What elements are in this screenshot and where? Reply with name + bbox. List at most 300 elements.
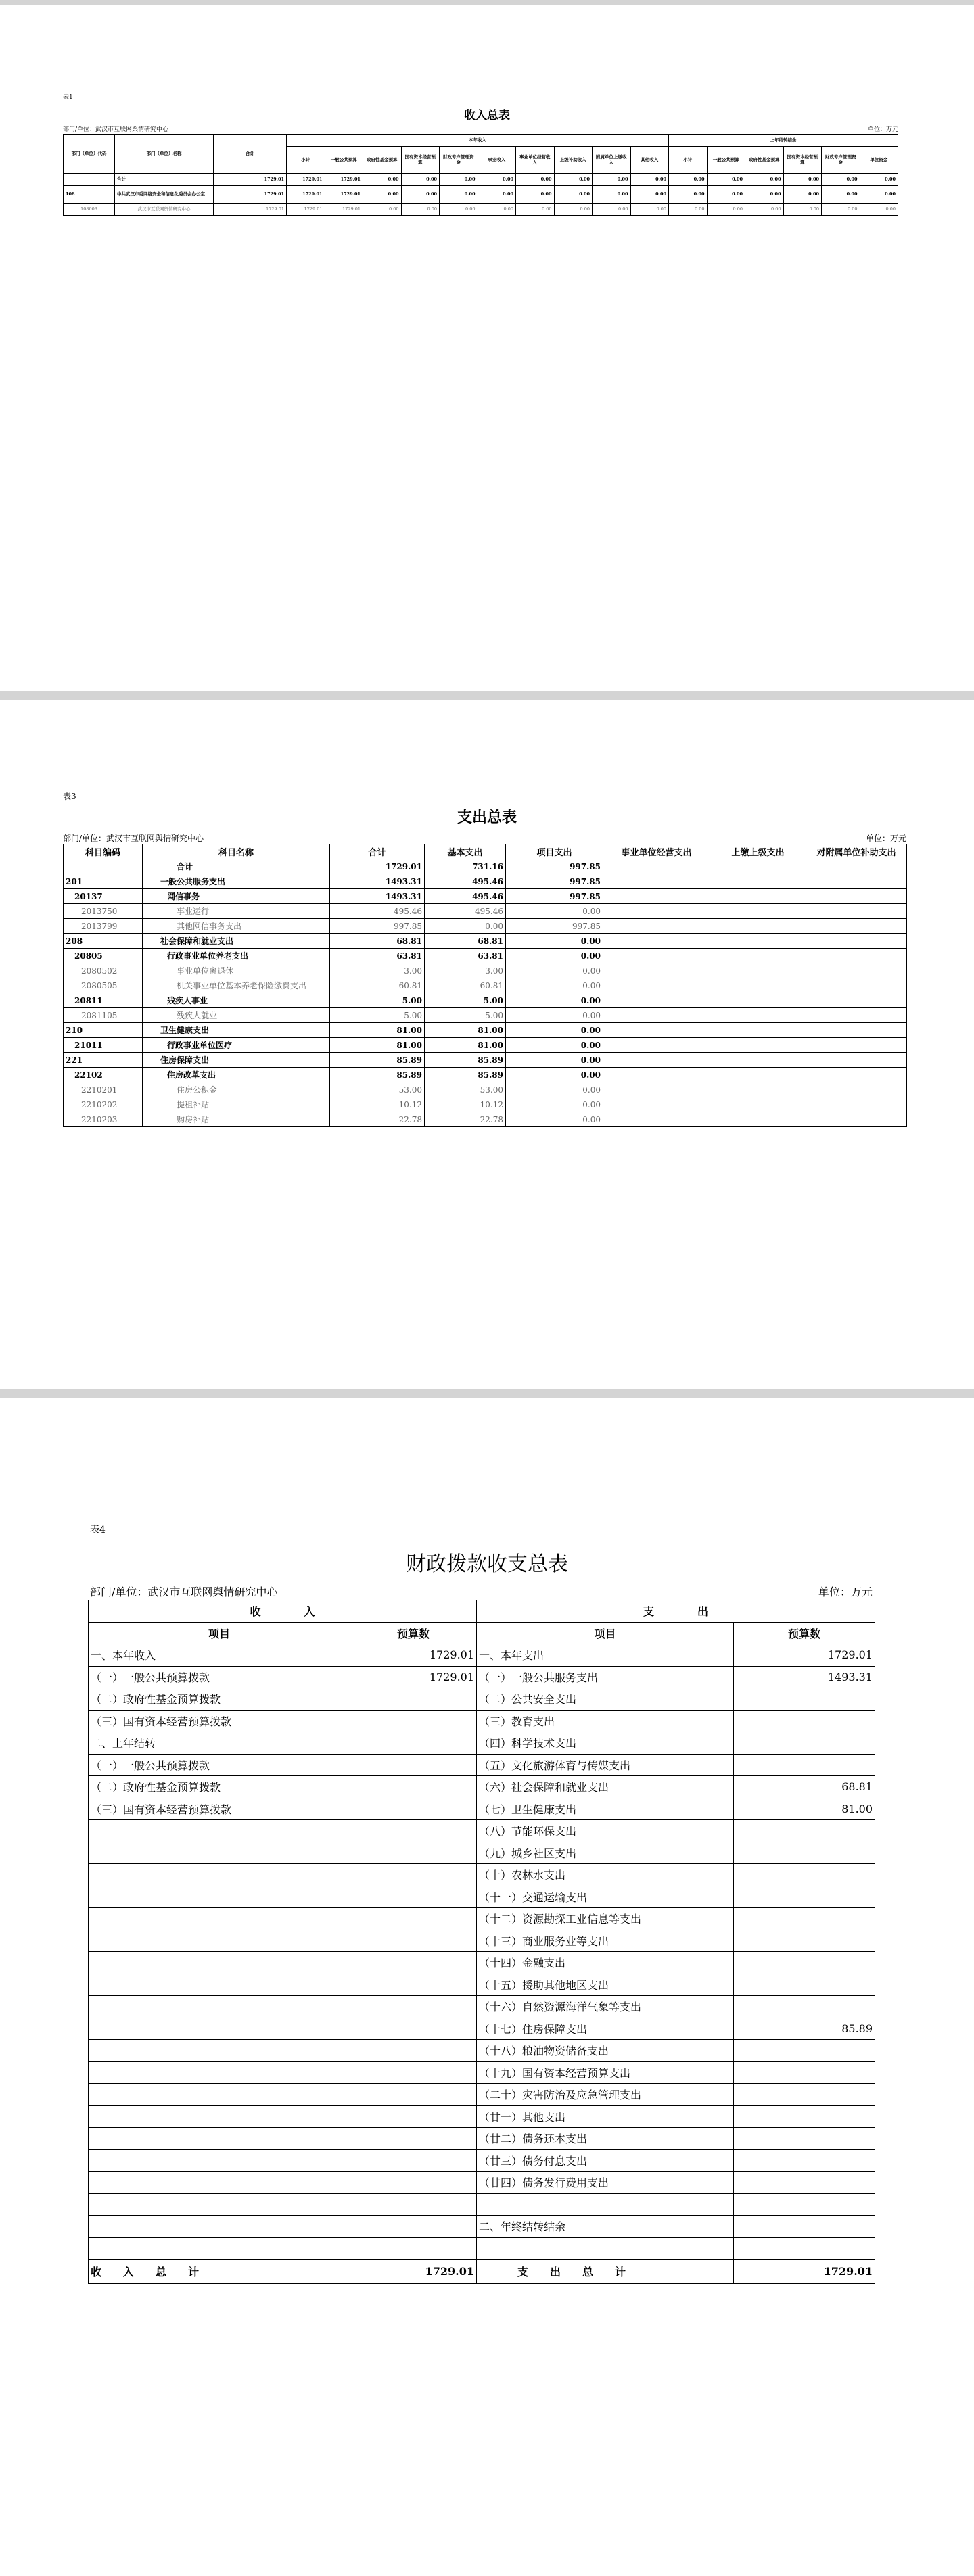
table-cell: （十六）自然资源海洋气象等支出 [477, 1996, 734, 2018]
table-cell: 0.00 [822, 186, 860, 204]
table-row [89, 1688, 875, 1711]
table-cell: 997.85 [506, 859, 603, 874]
table-cell [350, 2193, 477, 2216]
header-cell: 其他收入 [630, 147, 669, 174]
page-separator-2 [0, 1389, 974, 1398]
table-row [64, 859, 907, 874]
table-cell: 0.00 [506, 1023, 603, 1038]
table-cell: 0.00 [478, 204, 516, 216]
table-cell [710, 1082, 806, 1097]
table-cell: 一、本年收入 [89, 1644, 350, 1667]
table-row [89, 2040, 875, 2062]
table-cell: 3.00 [425, 963, 506, 978]
table-cell: 2210202 [64, 1097, 143, 1112]
table-cell: 495.46 [425, 904, 506, 919]
table-cell [350, 1776, 477, 1798]
header-cell: 事业单位经营支出 [603, 844, 710, 859]
header-cell: 合计 [214, 135, 287, 174]
table-row [64, 204, 898, 216]
table-cell: 0.00 [745, 204, 784, 216]
table-cell [350, 1930, 477, 1952]
table-cell: 85.89 [330, 1053, 425, 1068]
income-summary-table [63, 134, 898, 216]
table-cell: （三）国有资本经营预算拨款 [89, 1798, 350, 1820]
table-cell: 0.00 [516, 186, 555, 204]
table-cell: （十）农林水支出 [477, 1864, 734, 1886]
table-row [89, 2216, 875, 2238]
table-cell [710, 1097, 806, 1112]
table-cell: 22.78 [425, 1112, 506, 1127]
table-cell: 0.00 [593, 174, 631, 186]
table-row [64, 889, 907, 904]
table-cell: 武汉市互联网舆情研究中心 [115, 204, 214, 216]
table-cell: 残疾人就业 [143, 1008, 330, 1023]
table-cell [734, 1908, 875, 1930]
table-row [64, 1068, 907, 1082]
header-cell: 附属单位上缴收入 [593, 147, 631, 174]
table-cell: （三）教育支出 [477, 1710, 734, 1732]
header-cell: 国有资本经营预算 [401, 147, 440, 174]
table-cell: 1493.31 [330, 874, 425, 889]
table-cell: 53.00 [425, 1082, 506, 1097]
table-cell [89, 2172, 350, 2194]
table-cell: （二）政府性基金预算拨款 [89, 1688, 350, 1711]
header-cell: 上级补助收入 [554, 147, 593, 174]
table-cell: 0.00 [745, 186, 784, 204]
table-cell: 0.00 [506, 949, 603, 963]
table-cell [350, 2172, 477, 2194]
header-cell: 基本支出 [425, 844, 506, 859]
table-cell: 0.00 [783, 186, 822, 204]
header-cell: 本年收入 [287, 135, 669, 147]
table-cell: 495.46 [425, 889, 506, 904]
header-cell: 政府性基金预算 [363, 147, 402, 174]
sheet1-unit: 单位：万元 [867, 126, 898, 133]
table-cell: 0.00 [363, 204, 402, 216]
table-cell: （廿二）债务还本支出 [477, 2128, 734, 2150]
table-row [89, 1820, 875, 1842]
table-cell [734, 2193, 875, 2216]
total-expense-value: 1729.01 [734, 2260, 875, 2284]
table-row [64, 934, 907, 949]
table-cell [350, 1842, 477, 1864]
table-cell [350, 2018, 477, 2040]
table-cell [806, 1023, 907, 1038]
table-cell: 10.12 [330, 1097, 425, 1112]
table-cell [710, 904, 806, 919]
table-cell [350, 2084, 477, 2106]
table-cell [710, 934, 806, 949]
table-cell: 0.00 [363, 174, 402, 186]
table-cell: 1729.01 [287, 186, 325, 204]
table-cell [477, 2237, 734, 2260]
table-cell: 0.00 [506, 1112, 603, 1127]
header-cell: 小计 [669, 147, 708, 174]
table-cell: 0.00 [630, 174, 669, 186]
header-cell: 科目编码 [64, 844, 143, 859]
table-cell: 0.00 [516, 174, 555, 186]
table-cell [603, 1068, 710, 1082]
table-cell [710, 1023, 806, 1038]
table-cell [603, 859, 710, 874]
table-cell: （八）节能环保支出 [477, 1820, 734, 1842]
table-cell [806, 993, 907, 1008]
table-cell [603, 904, 710, 919]
table-cell: （二十）灾害防治及应急管理支出 [477, 2084, 734, 2106]
table-row [64, 1023, 907, 1038]
table-cell: 81.00 [425, 1023, 506, 1038]
table-cell: 0.00 [440, 174, 478, 186]
table-cell: （十二）资源勘探工业信息等支出 [477, 1908, 734, 1930]
table-cell: 5.00 [425, 993, 506, 1008]
fiscal-appropriation-table [88, 1600, 875, 2284]
table-cell: 1729.01 [350, 1666, 477, 1688]
table-cell: 5.00 [330, 993, 425, 1008]
table-cell: 2013799 [64, 919, 143, 934]
table-cell: 0.00 [783, 174, 822, 186]
table-cell [710, 963, 806, 978]
table-cell: 0.00 [669, 186, 708, 204]
table-cell: （廿四）债务发行费用支出 [477, 2172, 734, 2194]
table-cell [710, 1053, 806, 1068]
table-cell [89, 1864, 350, 1886]
table-cell [710, 1068, 806, 1082]
table-cell: 0.00 [363, 186, 402, 204]
header-cell: 项目 [477, 1622, 734, 1644]
expenditure-summary-table [63, 844, 907, 1127]
table-cell [603, 963, 710, 978]
table-cell [710, 1008, 806, 1023]
header-cell: 项目 [89, 1622, 350, 1644]
table-cell [64, 859, 143, 874]
table-cell: 合计 [115, 174, 214, 186]
table-cell [603, 1053, 710, 1068]
table-cell [734, 1732, 875, 1755]
table-cell: （十五）援助其他地区支出 [477, 1974, 734, 1996]
sheet4-dept: 部门/单位：武汉市互联网舆情研究中心 [90, 1585, 278, 1598]
table-cell [734, 1842, 875, 1864]
table-cell: 0.00 [669, 204, 708, 216]
table-cell: （七）卫生健康支出 [477, 1798, 734, 1820]
header-cell: 上缴上级支出 [710, 844, 806, 859]
table-cell: 0.00 [630, 186, 669, 204]
table-cell: 0.00 [506, 993, 603, 1008]
table-row [89, 2237, 875, 2260]
table-cell: 997.85 [330, 919, 425, 934]
table-cell [350, 1886, 477, 1908]
table-cell [477, 2193, 734, 2216]
table-cell [806, 1008, 907, 1023]
table-cell [350, 1952, 477, 1974]
table-cell: 0.00 [554, 186, 593, 204]
sheet4-label: 表4 [90, 1525, 106, 1535]
table-cell [806, 904, 907, 919]
table-cell [734, 2237, 875, 2260]
table-cell [806, 963, 907, 978]
header-cell: 部门（单位）代码 [64, 135, 115, 174]
table-row [64, 186, 898, 204]
table-cell [710, 1112, 806, 1127]
page-separator-1 [0, 691, 974, 700]
table-cell: 0.00 [440, 204, 478, 216]
total-income-label: 收 入 总 计 [89, 2260, 350, 2284]
table-row [64, 1038, 907, 1053]
table-cell [734, 2149, 875, 2172]
table-cell: 208 [64, 934, 143, 949]
table-cell [806, 1097, 907, 1112]
table-cell: 0.00 [669, 174, 708, 186]
table-cell [89, 1930, 350, 1952]
table-cell: 2080505 [64, 978, 143, 993]
sheet3-title: 支出总表 [457, 809, 517, 826]
table-cell [734, 2040, 875, 2062]
table-cell: （廿三）债务付息支出 [477, 2149, 734, 2172]
table-cell: 1729.01 [214, 174, 287, 186]
table-cell: 10.12 [425, 1097, 506, 1112]
table-cell: 0.00 [506, 904, 603, 919]
table-cell [89, 2105, 350, 2128]
table-cell: （十八）粮油物资储备支出 [477, 2040, 734, 2062]
table-row [64, 963, 907, 978]
table-cell: 60.81 [330, 978, 425, 993]
table-cell [710, 919, 806, 934]
table-cell: （十九）国有资本经营预算支出 [477, 2061, 734, 2084]
table-cell [603, 1112, 710, 1127]
table-cell: 0.00 [822, 174, 860, 186]
table-cell: 0.00 [440, 186, 478, 204]
table-cell: 0.00 [822, 204, 860, 216]
sheet4-unit: 单位：万元 [818, 1585, 873, 1598]
table-row [64, 1082, 907, 1097]
table-cell: 21011 [64, 1038, 143, 1053]
table-cell [89, 2237, 350, 2260]
table-cell: 一、本年支出 [477, 1644, 734, 1667]
table-cell [806, 874, 907, 889]
table-cell: 108003 [64, 204, 115, 216]
table-cell: 二、上年结转 [89, 1732, 350, 1755]
table-cell: 0.00 [401, 174, 440, 186]
table-cell: 0.00 [554, 174, 593, 186]
table-cell [350, 1864, 477, 1886]
table-cell [350, 1754, 477, 1776]
table-cell [734, 1864, 875, 1886]
table-cell [734, 2216, 875, 2238]
table-cell: （五）文化旅游体育与传媒支出 [477, 1754, 734, 1776]
header-cell: 项目支出 [506, 844, 603, 859]
table-cell [350, 2128, 477, 2150]
table-cell: 108 [64, 186, 115, 204]
table-cell [734, 1754, 875, 1776]
table-row [89, 2172, 875, 2194]
table-cell: 0.00 [593, 186, 631, 204]
income-header: 收 入 [89, 1600, 477, 1623]
table-cell [89, 1996, 350, 2018]
table-row [89, 1644, 875, 1667]
table-row [64, 904, 907, 919]
table-row [89, 1754, 875, 1776]
table-cell: （一）一般公共服务支出 [477, 1666, 734, 1688]
table-cell: 85.89 [734, 2018, 875, 2040]
table-cell: 3.00 [330, 963, 425, 978]
table-cell [603, 1008, 710, 1023]
table-cell: 201 [64, 874, 143, 889]
table-cell [350, 2061, 477, 2084]
table-cell: （十四）金融支出 [477, 1952, 734, 1974]
table-row [64, 174, 898, 186]
table-cell [350, 1908, 477, 1930]
table-header-row [64, 135, 898, 147]
table-cell [89, 1842, 350, 1864]
table-cell [734, 1886, 875, 1908]
table-cell [89, 2193, 350, 2216]
table-row [64, 949, 907, 963]
table-cell: 0.00 [516, 204, 555, 216]
table-row [64, 919, 907, 934]
table-cell [806, 1038, 907, 1053]
table-header-row [64, 844, 907, 859]
table-cell [350, 1820, 477, 1842]
table-row [89, 1710, 875, 1732]
table-cell [89, 2040, 350, 2062]
table-cell [350, 2237, 477, 2260]
sheet1-dept: 部门/单位：武汉市互联网舆情研究中心 [63, 126, 169, 133]
table-cell: 1729.01 [214, 186, 287, 204]
table-cell: 210 [64, 1023, 143, 1038]
table-cell: 0.00 [630, 204, 669, 216]
sheet1-title: 收入总表 [464, 109, 510, 122]
sheet4-title: 财政拨款收支总表 [406, 1552, 568, 1576]
table-row [89, 1952, 875, 1974]
table-cell: 20811 [64, 993, 143, 1008]
table-row [89, 1908, 875, 1930]
table-cell: 合计 [143, 859, 330, 874]
table-cell: （六）社会保障和就业支出 [477, 1776, 734, 1798]
table-row [64, 978, 907, 993]
table-cell: 0.00 [860, 174, 898, 186]
table-cell: 0.00 [860, 204, 898, 216]
table-cell: 事业运行 [143, 904, 330, 919]
table-cell: 0.00 [506, 1038, 603, 1053]
table-cell [603, 993, 710, 1008]
table-cell: 5.00 [425, 1008, 506, 1023]
table-row [89, 1886, 875, 1908]
table-cell [350, 1798, 477, 1820]
table-cell [710, 1038, 806, 1053]
table-cell: 85.89 [425, 1053, 506, 1068]
header-cell: 政府性基金预算 [745, 147, 784, 174]
table-cell: 0.00 [860, 186, 898, 204]
table-cell [350, 2105, 477, 2128]
total-row [89, 2260, 875, 2284]
table-row [89, 1666, 875, 1688]
header-cell: 事业单位经营收入 [516, 147, 555, 174]
table-cell [89, 1952, 350, 1974]
table-cell: 22102 [64, 1068, 143, 1082]
table-row [89, 2084, 875, 2106]
table-cell: 0.00 [478, 174, 516, 186]
table-cell [89, 2061, 350, 2084]
table-cell [350, 2216, 477, 2238]
table-cell [806, 934, 907, 949]
table-cell [710, 978, 806, 993]
table-cell: 0.00 [506, 934, 603, 949]
table-cell: 0.00 [478, 186, 516, 204]
table-cell [734, 2172, 875, 2194]
table-row [89, 2061, 875, 2084]
table-header-row [89, 1600, 875, 1623]
table-cell: 0.00 [401, 186, 440, 204]
table-cell: 0.00 [745, 174, 784, 186]
table-cell: 731.16 [425, 859, 506, 874]
table-cell: 社会保障和就业支出 [143, 934, 330, 949]
table-cell: 1493.31 [330, 889, 425, 904]
table-row [64, 993, 907, 1008]
table-row [89, 2105, 875, 2128]
table-header-row [89, 1622, 875, 1644]
sheet1-label: 表1 [63, 94, 73, 101]
table-cell [806, 1082, 907, 1097]
table-cell: 0.00 [506, 978, 603, 993]
table-cell: 网信事务 [143, 889, 330, 904]
table-cell [350, 1996, 477, 2018]
table-cell [89, 2128, 350, 2150]
table-row [89, 2018, 875, 2040]
table-cell: 一般公共服务支出 [143, 874, 330, 889]
table-cell [734, 1996, 875, 2018]
table-cell: 住房改革支出 [143, 1068, 330, 1082]
table-cell [806, 1053, 907, 1068]
table-cell: 0.00 [401, 204, 440, 216]
table-cell: 81.00 [425, 1038, 506, 1053]
sheet3-dept: 部门/单位：武汉市互联网舆情研究中心 [63, 834, 204, 843]
table-row [89, 1798, 875, 1820]
table-cell: 1729.01 [734, 1644, 875, 1667]
table-cell: 1729.01 [214, 204, 287, 216]
table-cell: 二、年终结转结余 [477, 2216, 734, 2238]
header-cell: 预算数 [734, 1622, 875, 1644]
table-cell [734, 2128, 875, 2150]
sheet3-page [0, 700, 974, 1389]
table-cell [710, 889, 806, 904]
table-cell: 住房保障支出 [143, 1053, 330, 1068]
table-cell [603, 1023, 710, 1038]
table-cell [806, 859, 907, 874]
table-cell: 85.89 [425, 1068, 506, 1082]
expense-header: 支 出 [477, 1600, 875, 1623]
table-cell: 2080502 [64, 963, 143, 978]
table-cell: 81.00 [734, 1798, 875, 1820]
table-cell: 60.81 [425, 978, 506, 993]
table-row [64, 1097, 907, 1112]
table-cell: （十一）交通运输支出 [477, 1886, 734, 1908]
table-cell: （十三）商业服务业等支出 [477, 1930, 734, 1952]
table-row [89, 2128, 875, 2150]
table-cell: 1729.01 [350, 1644, 477, 1667]
table-cell [89, 2084, 350, 2106]
header-cell: 财政专户管理资金 [440, 147, 478, 174]
table-row [89, 2149, 875, 2172]
table-cell: 0.00 [554, 204, 593, 216]
table-cell: （四）科学技术支出 [477, 1732, 734, 1755]
table-row [64, 874, 907, 889]
table-cell: （三）国有资本经营预算拨款 [89, 1710, 350, 1732]
table-cell [89, 1820, 350, 1842]
table-cell [734, 1952, 875, 1974]
table-cell: 行政事业单位医疗 [143, 1038, 330, 1053]
table-cell: 0.00 [707, 186, 745, 204]
table-cell: 0.00 [783, 204, 822, 216]
table-cell [710, 993, 806, 1008]
